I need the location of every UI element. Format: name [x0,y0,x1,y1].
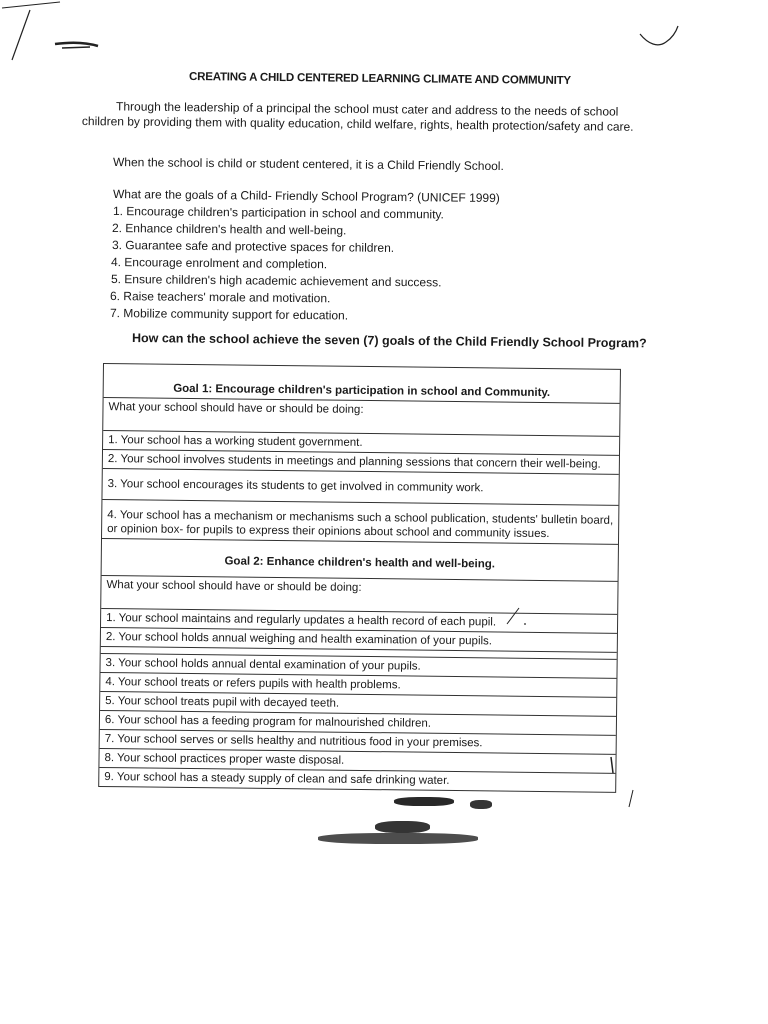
table-row: 1. Your school maintains and regularly updates a health record of each pupil. [101,609,617,634]
goal-list-item: 4. Encourage enrolment and completion. [110,255,328,272]
pen-tick-icon [505,604,535,628]
table-row: 4. Your school has a mechanism or mechanisms such a school publication, students' bulletin board, or opinion box- for pupils to express their opinions about school and community issues. [102,500,618,545]
table-row: 1. Your school has a working student government. [103,431,619,456]
table-row: 2. Your school involves students in meetings and planning sessions that concern their well-being. [103,450,619,475]
goal-list-item: 3. Guarantee safe and protective spaces for children. [111,238,395,255]
table-row: 3. Your school holds annual dental examination of your pupils. [100,654,616,679]
intro-paragraph: Through the leadership of a principal the school must cater and address to the needs of school children by providing them with quality education, child welfare, rights, health protection/safety and care. [81,99,634,134]
pen-scribble-icon [605,755,645,815]
goal-list-item: 5. Ensure children's high academic achievement and success. [110,272,442,290]
child-friendly-statement: When the school is child or student centered, it is a Child Friendly School. [112,155,504,174]
goal-list-item: 6. Raise teachers' morale and motivation. [109,289,331,306]
goals-question: What are the goals of a Child- Friendly School Program? (UNICEF 1999) [112,187,500,206]
goal-list-item: 1. Encourage children's participation in school and community. [112,204,444,222]
ink-smudge [470,800,492,809]
goal-list-item: 7. Mobilize community support for education. [109,306,349,323]
goal-list-item: 2. Enhance children's health and well-being. [111,221,347,238]
table-row: 9. Your school has a steady supply of clean and safe drinking water. [104,771,450,787]
how-question: How can the school achieve the seven (7) goals of the Child Friendly School Program? [131,331,647,351]
page-title: CREATING A CHILD CENTERED LEARNING CLIMATE AND COMMUNITY [188,71,572,87]
goal2-subhead: What your school should have or should be doing: [101,576,617,615]
table-row: 7. Your school serves or sells healthy and nutritious food in your premises. [100,730,616,755]
table-row: 8. Your school practices proper waste disposal. [99,749,615,774]
ink-smudge [375,821,430,833]
check-mark-icon [630,22,690,62]
goals-table [98,363,621,793]
table-row: 5. Your school treats pupil with decayed teeth. [100,692,616,717]
table-row: 2. Your school holds annual weighing and health examination of your pupils. [101,628,617,653]
ink-smudge [318,833,478,844]
ink-smudge [394,797,454,806]
table-row: 4. Your school treats or refers pupils with health problems. [100,673,616,698]
table-row: 3. Your school encourages its students to get involved in community work. [102,469,618,506]
table-row: 6. Your school has a feeding program for malnourished children. [100,711,616,736]
pen-scribble-icon [0,0,120,70]
goal1-title: Goal 1: Encourage children's participation in school and Community. [104,364,620,404]
goal1-subhead: What your school should have or should be doing: [103,398,619,437]
goal2-title: Goal 2: Enhance children's health and well-being. [102,539,618,582]
